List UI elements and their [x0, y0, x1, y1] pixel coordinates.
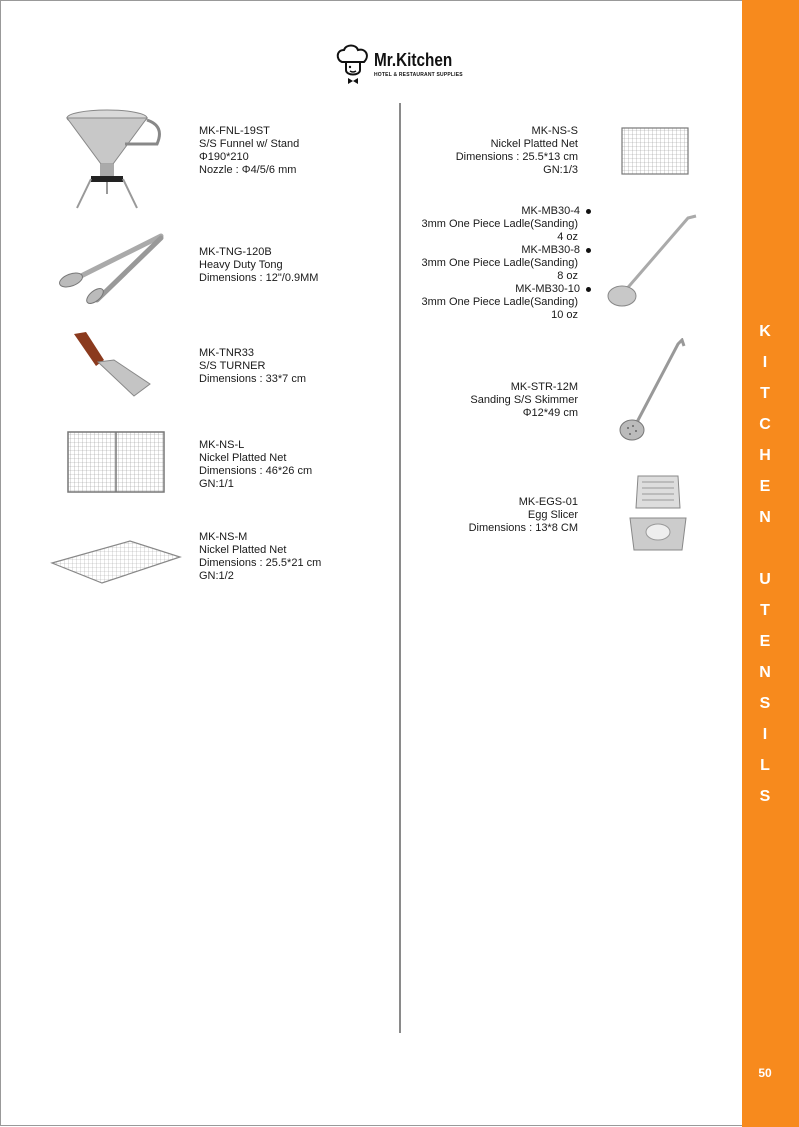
product-spec: Dimensions : 13*8 CM [468, 522, 578, 534]
product-ladles [380, 205, 591, 322]
product-code: MK-FNL-19ST [199, 125, 270, 137]
product-name: Nickel Platted Net [199, 544, 287, 556]
product-spec: Dimensions : 33*7 cm [199, 373, 306, 385]
funnel-stand-image [55, 104, 170, 210]
product-spec: Dimensions : 25.5*21 cm [199, 557, 322, 569]
sidebar-letter: I [762, 354, 768, 371]
ladle-code: MK-MB30-10 [380, 283, 591, 296]
brand-logo [334, 42, 474, 90]
sidebar-letter: U [759, 571, 771, 588]
sidebar-letter: T [760, 385, 770, 402]
product-spec: Dimensions : 46*26 cm [199, 465, 313, 477]
ladle-code: MK-MB30-4 [380, 205, 591, 218]
product-code: MK-NS-S [531, 125, 578, 137]
egg-slicer-image [624, 472, 692, 554]
product-spec: Dimensions : 12"/0.9MM [199, 272, 319, 284]
sidebar-letter: E [759, 478, 771, 495]
product-code: MK-EGS-01 [518, 496, 578, 508]
net-medium-image [48, 535, 183, 590]
bullet-icon [586, 209, 591, 214]
sidebar-letter: K [759, 323, 771, 340]
sidebar-letter: S [759, 695, 771, 712]
brand-tagline: HOTEL & RESTAURANT SUPPLIES [374, 72, 463, 78]
product-code: MK-TNR33 [199, 347, 255, 359]
product-net-s [420, 125, 578, 177]
sidebar-letter: L [760, 757, 770, 774]
product-egg-slicer [420, 496, 578, 535]
product-code: MK-NS-L [199, 439, 245, 451]
chef-hat-icon [334, 42, 374, 90]
product-spec: Φ190*210 [199, 151, 249, 163]
product-name: Egg Slicer [527, 509, 578, 521]
bullet-icon [586, 248, 591, 253]
sidebar-letter: N [759, 509, 771, 526]
bullet-icon [586, 287, 591, 292]
tong-image [57, 230, 167, 306]
product-spec: GN:1/3 [543, 164, 578, 176]
product-name: Nickel Platted Net [490, 138, 578, 150]
product-name: S/S TURNER [199, 360, 266, 372]
sidebar-letter: S [759, 788, 771, 805]
product-name: Sanding S/S Skimmer [470, 394, 578, 406]
sidebar-letter: I [762, 726, 768, 743]
sidebar-word-kitchen [742, 316, 788, 533]
product-name: Nickel Platted Net [199, 452, 287, 464]
sidebar-word-utensils [742, 564, 788, 812]
ladle-name: 3mm One Piece Ladle(Sanding) [421, 296, 578, 308]
product-spec: GN:1/1 [199, 478, 234, 490]
product-code: MK-TNG-120B [199, 246, 272, 258]
product-funnel [199, 125, 299, 177]
sidebar-letter: E [759, 633, 771, 650]
product-code: MK-STR-12M [510, 381, 578, 393]
net-large-image [66, 430, 166, 494]
product-net-m [199, 531, 321, 583]
sidebar-letter: H [759, 447, 771, 464]
product-spec: Φ12*49 cm [522, 407, 578, 419]
product-name: Heavy Duty Tong [199, 259, 283, 271]
brand-name: Mr.Kitchen [374, 50, 453, 70]
skimmer-image [616, 338, 688, 444]
ladle-size: 4 oz [557, 231, 578, 243]
sidebar-letter: T [760, 602, 770, 619]
ladle-name: 3mm One Piece Ladle(Sanding) [421, 257, 578, 269]
product-tong [199, 246, 318, 285]
product-net-l [199, 439, 312, 491]
ladle-size: 8 oz [557, 270, 578, 282]
product-spec: Dimensions : 25.5*13 cm [455, 151, 578, 163]
net-small-image [620, 126, 690, 176]
sidebar-letter: C [759, 416, 771, 433]
product-code: MK-NS-M [199, 531, 248, 543]
product-turner [199, 347, 306, 386]
page-number: 50 [758, 1066, 772, 1080]
ladle-image [604, 210, 700, 310]
ladle-name: 3mm One Piece Ladle(Sanding) [421, 218, 578, 230]
ladle-code: MK-MB30-8 [380, 244, 591, 257]
product-name: S/S Funnel w/ Stand [199, 138, 300, 150]
product-skimmer [420, 381, 578, 420]
product-spec: Nozzle : Φ4/5/6 mm [199, 164, 297, 176]
turner-image [70, 330, 154, 398]
sidebar-letter: N [759, 664, 771, 681]
product-spec: GN:1/2 [199, 570, 234, 582]
ladle-size: 10 oz [551, 309, 578, 321]
